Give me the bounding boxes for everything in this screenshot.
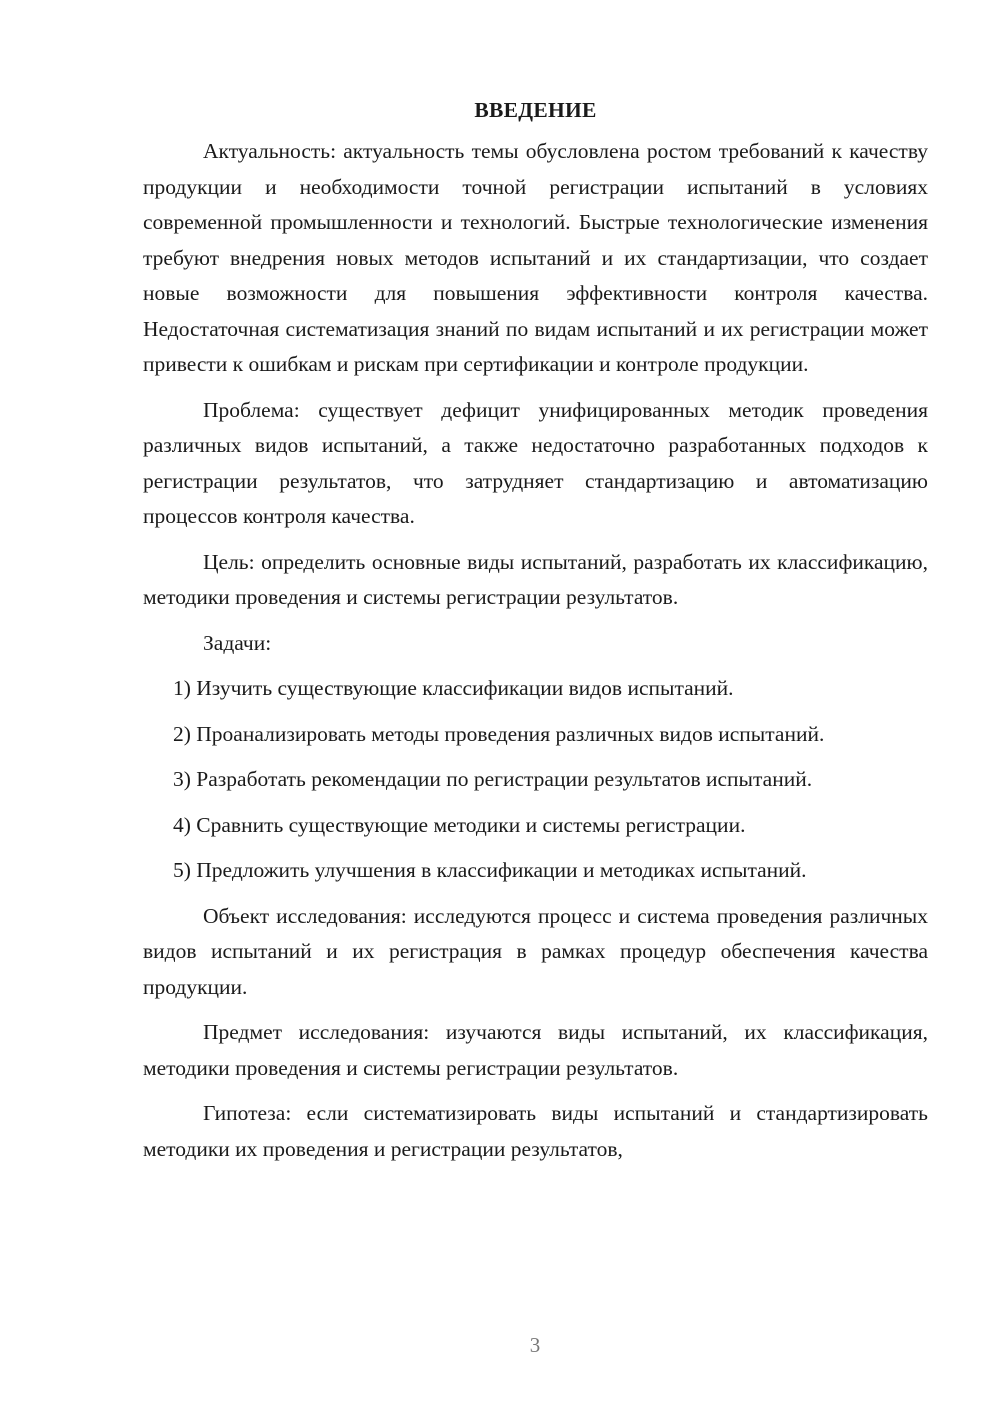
paragraph-problem: Проблема: существует дефицит унифицированных методик проведения различных видов испытаний, а также недостаточно разработанных подходов к регистрации результатов, что затрудняет стандартизацию и автоматизацию процессов контроля качества. xyxy=(143,397,928,528)
section-heading: ВВЕДЕНИЕ xyxy=(474,98,597,122)
task-item: 2) Проанализировать методы проведения различных видов испытаний. xyxy=(173,721,825,746)
task-item: 5) Предложить улучшения в классификации и методиках испытаний. xyxy=(173,858,807,882)
paragraph-tasks-heading: Задачи: xyxy=(203,630,272,655)
paragraph-goal: Цель: определить основные виды испытаний, разработать их классификацию, методики проведения и системы регистрации результатов. xyxy=(143,549,928,609)
page-number: 3 xyxy=(529,1333,541,1357)
paragraph-hypothesis: Гипотеза: если систематизировать виды испытаний и стандартизировать методики их проведения и регистрации результатов, xyxy=(143,1101,928,1161)
document-body xyxy=(143,93,928,1177)
task-item: 4) Сравнить существующие методики и системы регистрации. xyxy=(173,812,746,837)
paragraph-object: Объект исследования: исследуются процесс и система проведения различных видов испытаний и их регистрация в рамках процедур обеспечения качества продукции. xyxy=(143,903,928,999)
task-item: 3) Разработать рекомендации по регистрации результатов испытаний. xyxy=(173,767,813,791)
paragraph-relevance: Актуальность: актуальность темы обусловлена ростом требований к качеству продукции и необходимости точной регистрации испытаний в условиях современной промышленности и технологий. Быстрые технологические изменения требуют внедрения новых методов испытаний и их стандартизации, что создает новые возможности для повышения эффективности контроля качества. Недостаточная систематизация знаний по видам испытаний и их регистрации может привести к ошибкам и рискам при сертификации и контроле продукции. xyxy=(143,139,928,376)
paragraph-subject: Предмет исследования: изучаются виды испытаний, их классификация, методики проведения и системы регистрации результатов. xyxy=(143,1020,928,1080)
task-item: 1) Изучить существующие классификации видов испытаний. xyxy=(173,676,734,700)
